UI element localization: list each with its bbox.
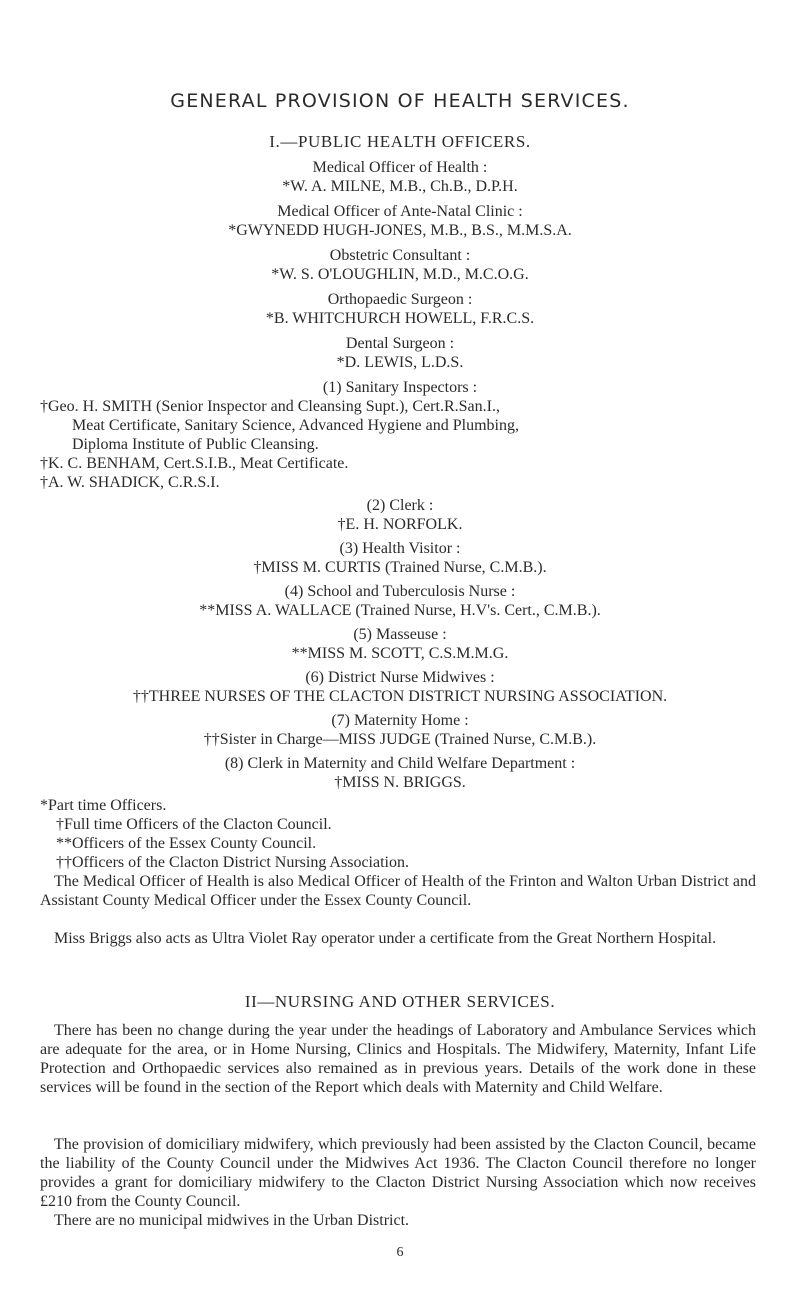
staff-name: †MISS M. CURTIS (Trained Nurse, C.M.B.).: [253, 559, 547, 576]
inspector-line: Diploma Institute of Public Cleansing.: [72, 436, 319, 453]
staff-name: **MISS A. WALLACE (Trained Nurse, H.V's. Cert., C.M.B.).: [199, 602, 601, 619]
inspector-line: †Geo. H. SMITH (Senior Inspector and Cleansing Supt.), Cert.R.San.I.,: [40, 398, 500, 415]
section-1-heading: I.—PUBLIC HEALTH OFFICERS.: [269, 132, 531, 151]
officer-name: *W. A. MILNE, M.B., Ch.B., D.P.H.: [282, 178, 518, 195]
officer-role: Obstetric Consultant :: [329, 247, 471, 264]
footnote: ††Officers of the Clacton District Nursing Association.: [56, 854, 409, 871]
staff-name: †E. H. NORFOLK.: [337, 516, 463, 533]
note-paragraph: Miss Briggs also acts as Ultra Violet Ray operator under a certificate from the Great Northern Hospital.: [54, 930, 717, 947]
footnote: **Officers of the Essex County Council.: [56, 835, 317, 852]
staff-heading: (3) Health Visitor :: [339, 540, 461, 557]
officer-role: Medical Officer of Ante-Natal Clinic :: [277, 203, 523, 220]
section-2-heading: II—NURSING AND OTHER SERVICES.: [244, 992, 556, 1011]
inspector-line: †K. C. BENHAM, Cert.S.I.B., Meat Certificate.: [40, 455, 349, 472]
staff-heading: (4) School and Tuberculosis Nurse :: [284, 583, 516, 600]
staff-heading: (7) Maternity Home :: [331, 712, 469, 729]
staff-name: ††THREE NURSES OF THE CLACTON DISTRICT NURSING ASSOCIATION.: [132, 688, 668, 705]
officer-name: *W. S. O'LOUGHLIN, M.D., M.C.O.G.: [271, 266, 529, 283]
page-number: 6: [396, 1245, 404, 1260]
officer-role: Orthopaedic Surgeon :: [327, 291, 473, 308]
officer-name: *B. WHITCHURCH HOWELL, F.R.C.S.: [265, 310, 535, 327]
footnote: †Full time Officers of the Clacton Council.: [56, 816, 332, 833]
note-paragraph: The Medical Officer of Health is also Medical Officer of Health of the Frinton and Walton Urban District and Assistant County Medical Officer under the Essex County Council.: [40, 873, 756, 909]
officer-name: *GWYNEDD HUGH-JONES, M.B., B.S., M.M.S.A.: [228, 222, 572, 239]
body-paragraph: There are no municipal midwives in the Urban District.: [54, 1212, 410, 1229]
officer-role: Dental Surgeon :: [345, 335, 455, 352]
staff-heading: (8) Clerk in Maternity and Child Welfare Department :: [224, 755, 576, 772]
staff-name: **MISS M. SCOTT, C.S.M.M.G.: [291, 645, 509, 662]
staff-heading: (2) Clerk :: [366, 497, 434, 514]
footnote: *Part time Officers.: [40, 797, 167, 814]
staff-name: †MISS N. BRIGGS.: [334, 774, 466, 791]
staff-name: ††Sister in Charge—MISS JUDGE (Trained Nurse, C.M.B.).: [203, 731, 597, 748]
officer-role: Medical Officer of Health :: [312, 159, 488, 176]
officer-name: *D. LEWIS, L.D.S.: [336, 354, 464, 371]
inspector-line: †A. W. SHADICK, C.R.S.I.: [40, 474, 220, 491]
page-title: GENERAL PROVISION OF HEALTH SERVICES.: [170, 90, 630, 112]
staff-heading: (5) Masseuse :: [353, 626, 447, 643]
inspector-line: Meat Certificate, Sanitary Science, Advanced Hygiene and Plumbing,: [72, 417, 519, 434]
body-paragraph: There has been no change during the year under the headings of Laboratory and Ambulance Services which are adequate for the area, or in Home Nursing, Clinics and Hospitals. The Midwifery, Maternity, Infant Life Protection and Orthopaedic services also remained as in previous years. Details of the work done in these services will be found in the section of the Report which deals with Maternity and Child Welfare.: [40, 1022, 756, 1096]
inspectors-heading: (1) Sanitary Inspectors :: [322, 379, 478, 396]
staff-heading: (6) District Nurse Midwives :: [305, 669, 495, 686]
body-paragraph: The provision of domiciliary midwifery, which previously had been assisted by the Clacton Council, became the liability of the County Council under the Midwives Act 1936. The Clacton Council therefore no longer provides a grant for domiciliary midwifery to the Clacton District Nursing Association which now receives £210 from the County Council.: [40, 1136, 756, 1210]
